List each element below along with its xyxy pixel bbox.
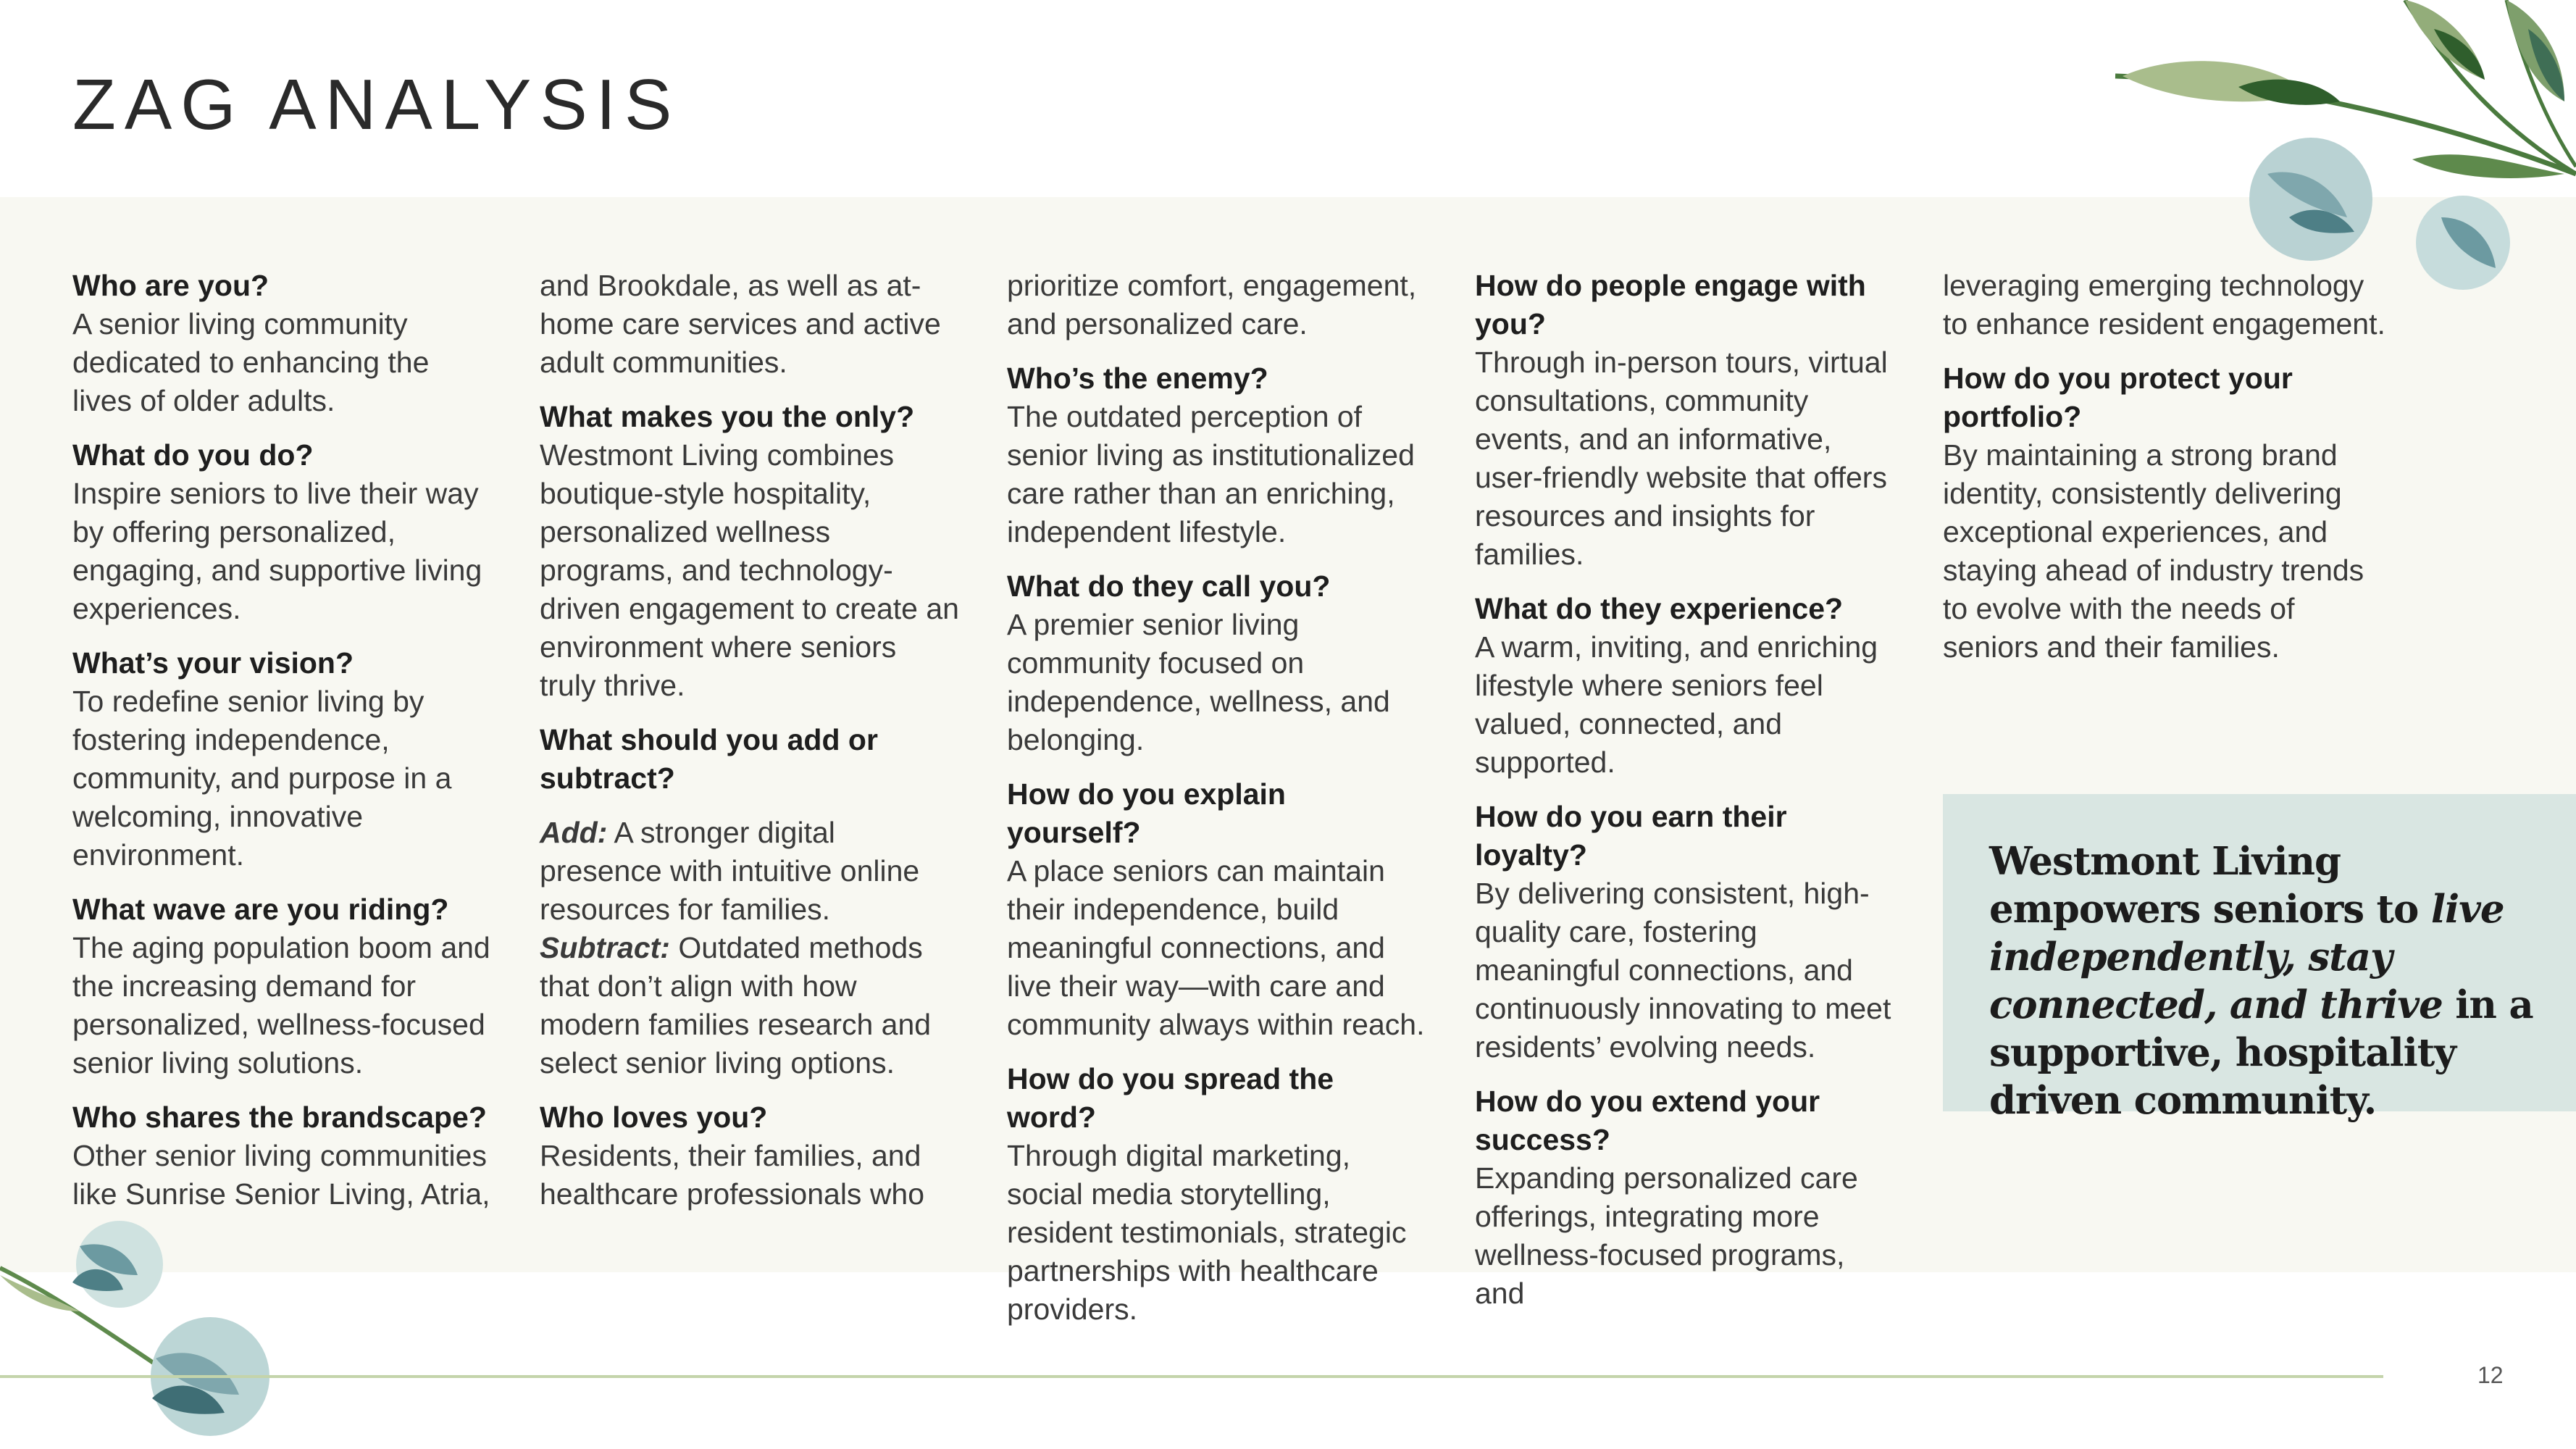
question-vision: What’s your vision?	[72, 646, 354, 680]
answer-wave: The aging population boom and the increasing demand for personalized, wellness-focused senior living solutions.	[72, 931, 490, 1080]
eucalyptus-sprig-illustration	[0, 1203, 290, 1449]
question-only: What makes you the only?	[540, 400, 915, 433]
eucalyptus-branch-illustration	[2101, 0, 2576, 304]
column-4	[1475, 267, 1895, 1313]
answer-brandscape-continued: and Brookdale, as well as at-home care services and active adult communities.	[540, 269, 941, 379]
answer-enemy: The outdated perception of senior living as institutionalized care rather than an enriching, independent lifestyle.	[1007, 400, 1415, 548]
column-5	[1943, 267, 2392, 667]
brand-statement-part-3: in a supportive, hospitality driven community.	[1989, 982, 2533, 1123]
column-1	[72, 267, 493, 1214]
page-number: 12	[2477, 1362, 2504, 1388]
subtract-label: Subtract:	[540, 931, 670, 964]
page-title: ZAG ANALYSIS	[72, 64, 681, 144]
brand-statement-callout	[1943, 794, 2576, 1123]
answer-only: Westmont Living combines boutique-style hospitality, personalized wellness programs, and technology-driven engagement to create an environment where seniors truly thrive.	[540, 438, 959, 702]
question-call-you: What do they call you?	[1007, 569, 1331, 603]
brand-statement	[1989, 838, 2562, 1124]
add-label: Add:	[540, 816, 608, 849]
answer-extend-success: Expanding personalized care offerings, integrating more wellness-focused programs, and	[1475, 1161, 1858, 1310]
question-explain: How do you explain yourself?	[1007, 777, 1286, 849]
answer-spread-word: Through digital marketing, social media storytelling, resident testimonials, strategic partnerships with healthcare providers.	[1007, 1139, 1407, 1326]
answer-brandscape: Other senior living communities like Sunrise Senior Living, Atria,	[72, 1139, 490, 1211]
question-who-are-you: Who are you?	[72, 269, 269, 302]
question-wave: What wave are you riding?	[72, 893, 449, 926]
brand-statement-part-1: Westmont Living empowers seniors to	[1989, 839, 2431, 932]
column-3	[1007, 267, 1427, 1329]
answer-vision: To redefine senior living by fostering independence, community, and purpose in a welcoming, innovative environment.	[72, 685, 452, 872]
answer-explain: A place seniors can maintain their independence, build meaningful connections, and live their way—with care and community always within reach.	[1007, 854, 1425, 1041]
question-loyalty: How do you earn their loyalty?	[1475, 800, 1787, 872]
answer-who-are-you: A senior living community dedicated to enhancing the lives of older adults.	[72, 307, 430, 417]
question-who-loves-you: Who loves you?	[540, 1101, 768, 1134]
answer-subtract	[540, 929, 960, 1082]
answer-engage: Through in-person tours, virtual consultations, community events, and an informative, user-friendly website that offers resources and insights for families.	[1475, 346, 1888, 571]
add-text: A stronger digital presence with intuitive online resources for families.	[540, 816, 920, 926]
question-what-do-you-do: What do you do?	[72, 438, 314, 472]
footer-rule	[0, 1375, 2383, 1378]
question-add-subtract: What should you add or subtract?	[540, 723, 878, 795]
answer-add	[540, 814, 960, 929]
answer-loyalty: By delivering consistent, high-quality care, fostering meaningful connections, and continuously innovating to meet residents’ evolving needs.	[1475, 877, 1891, 1064]
answer-call-you: A premier senior living community focused on independence, wellness, and belonging.	[1007, 608, 1390, 756]
answer-experience: A warm, inviting, and enriching lifestyle where seniors feel valued, connected, and supported.	[1475, 630, 1878, 779]
brand-statement-emphasis: live independently, stay connected, and thrive	[1989, 887, 2504, 1027]
question-experience: What do they experience?	[1475, 592, 1844, 625]
question-brandscape: Who shares the brandscape?	[72, 1101, 487, 1134]
question-engage: How do people engage with you?	[1475, 269, 1866, 341]
answer-extend-success-continued: leveraging emerging technology to enhance resident engagement.	[1943, 269, 2385, 341]
answer-who-loves-you-continued: prioritize comfort, engagement, and personalized care.	[1007, 269, 1417, 341]
question-enemy: Who’s the enemy?	[1007, 362, 1268, 395]
answer-protect-portfolio: By maintaining a strong brand identity, consistently delivering exceptional experiences, and staying ahead of industry trends to evolve with the needs of seniors and their families.	[1943, 438, 2364, 664]
answer-what-do-you-do: Inspire seniors to live their way by offering personalized, engaging, and supportive living experiences.	[72, 477, 482, 625]
question-spread-word: How do you spread the word?	[1007, 1062, 1334, 1134]
question-protect-portfolio: How do you protect your portfolio?	[1943, 362, 2293, 433]
column-2	[540, 267, 960, 1214]
question-extend-success: How do you extend your success?	[1475, 1085, 1820, 1156]
subtract-text: Outdated methods that don’t align with how modern families research and select senior living options.	[540, 931, 932, 1080]
answer-who-loves-you: Residents, their families, and healthcare professionals who	[540, 1139, 925, 1211]
